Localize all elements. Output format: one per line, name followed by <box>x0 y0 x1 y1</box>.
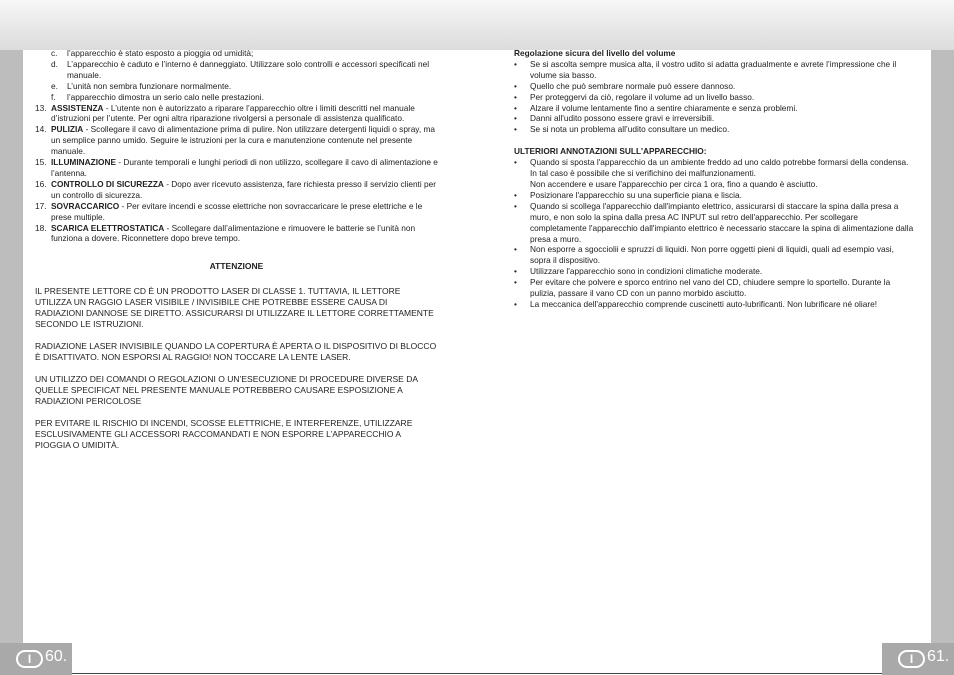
sub-item-text: L’apparecchio è caduto e l’interno è danneggiato. Utilizzare solo controlli e accessori specificati nel manuale. <box>67 58 430 80</box>
bullet-marker: • <box>514 200 517 211</box>
bullet-marker: • <box>514 244 517 255</box>
numbered-item-label: 14. <box>35 124 47 135</box>
left-margin-band <box>0 50 23 675</box>
bullet-marker: • <box>514 58 517 69</box>
sub-item-text: l’apparecchio è stato esposto a pioggia od umidità; <box>67 48 254 58</box>
list-item-text: Se si ascolta sempre musica alta, il vostro udito si adatta gradualmente e avrete l’impressione che il volume sia basso. <box>530 58 897 80</box>
numbered-item-text: - Scollegare il cavo di alimentazione prima di pulire. Non utilizzare detergenti liquidi o spray, ma un semplice panno umido. Seguire le istruzioni per la cura e manutenzione contenute nel presente manuale. <box>51 124 435 157</box>
numbered-item-label: 17. <box>35 200 47 211</box>
numbered-item-text: - Durante temporali e lunghi periodi di non utilizzo, scollegare il cavo di alimentazione e l’antenna. <box>51 157 438 178</box>
numbered-item-text: - Scollegare dall’alimentazione e rimuovere le batterie se l’unità non funziona a dovere. Riconnettere dopo breve tempo. <box>51 222 416 244</box>
bullet-marker: • <box>514 157 517 168</box>
numbered-item-label: 13. <box>35 102 47 113</box>
sub-item-label: c. <box>51 48 58 58</box>
left-page-column <box>35 48 438 462</box>
sub-item <box>35 81 438 92</box>
sub-item-text: L’unità non sembra funzionare normalmente. <box>67 80 232 91</box>
numbered-item-title: SOVRACCARICO <box>51 200 120 211</box>
list-item <box>514 190 914 201</box>
numbered-item <box>35 124 438 157</box>
list-item <box>514 157 914 190</box>
notes-bullet-list <box>514 157 914 310</box>
list-item-text: Per evitare che polvere e sporco entrino nel vano del CD, chiudere sempre lo sportello. Durante la pulizia, passare il vano CD con un panno morbido asciutto. <box>530 277 891 299</box>
numbered-item-text: - Per evitare incendi e scosse elettriche non sovraccaricare le prese elettriche e le prese multiple. <box>51 200 423 222</box>
attention-paragraph: PER EVITARE IL RISCHIO DI INCENDI, SCOSSE ELETTRICHE, E INTERFERENZE, UTILIZZARE ESCLUSIVAMENTE GLI ACCESSORI RACCOMANDATI E NON ESPORRE L’APPARECCHIO A PIOGGIA O UMIDITÀ. <box>35 418 413 451</box>
bullet-marker: • <box>514 113 517 124</box>
numbered-item-list <box>35 103 438 245</box>
page-number: 60. <box>45 648 68 665</box>
list-item-text: Quando si sposta l'apparecchio da un ambiente freddo ad uno caldo potrebbe formarsi della condensa. In tal caso è possibile che si verifichino dei malfunzionamenti. Non accendere e usare l'apparecchio per circa 1 ora, fino a quando è asciutto. <box>530 157 909 189</box>
sub-item-label: d. <box>51 58 58 69</box>
volume-bullet-list <box>514 59 914 135</box>
page-number: 61. <box>927 648 950 665</box>
attention-paragraph: IL PRESENTE LETTORE CD È UN PRODOTTO LASER DI CLASSE 1. TUTTAVIA, IL LETTORE UTILIZZA UN RAGGIO LASER VISIBILE / INVISIBILE CHE POTREBBE ESSERE CAUSA DI RADIAZIONI DANNOSE SE DIRETTO. ASSICURARSI DI UTILIZZARE IL LETTORE CORRETTAMENTE SECONDO LE ISTRUZIONI. <box>35 286 434 330</box>
bullet-marker: • <box>514 102 517 113</box>
numbered-item-text: - L’utente non è autorizzato a riparare l’apparecchio oltre i limiti descritti nel manuale d’istruzioni per l’utente. Per ogni altra riparazione rivolgersi a personale di assistenza qualificato. <box>51 102 415 124</box>
numbered-item <box>35 179 438 201</box>
list-item-text: Utilizzare l'apparecchio sono in condizioni climatiche moderate. <box>530 266 763 277</box>
sub-item <box>35 48 438 59</box>
footer-rule <box>70 673 884 674</box>
bullet-marker: • <box>514 91 517 102</box>
language-badge: I <box>16 650 43 668</box>
notes-section-title: ULTERIORI ANNOTAZIONI SULL'APPARECCHIO: <box>514 146 707 157</box>
numbered-item-label: 18. <box>35 222 47 233</box>
list-item <box>514 299 914 310</box>
page-number-box-right <box>882 643 954 675</box>
sub-item-label: e. <box>51 80 58 91</box>
page-number-box-left <box>0 643 72 675</box>
list-item <box>514 124 914 135</box>
numbered-item-title: ILLUMINAZIONE <box>51 157 116 168</box>
list-item <box>514 113 914 124</box>
list-item-text: Se si nota un problema all’udito consultare un medico. <box>530 124 730 135</box>
list-item-text: La meccanica dell'apparecchio comprende cuscinetti auto-lubrificanti. Non lubrificare né oliare! <box>530 298 878 309</box>
list-item-text: Per proteggervi da ciò, regolare il volume ad un livello basso. <box>530 91 755 102</box>
list-item-text: Quando si scollega l'apparecchio dall'impianto elettrico, assicurarsi di staccare la spina dalla presa a muro, e non solo la spina dalla presa AC INPUT sul retro dell'apparecchio. Per scollegare completamente l'apparecchio dall'impianto elettrico è necessario staccare la spina di alimentazione dalla presa a muro. <box>530 200 914 244</box>
sub-item-label: f. <box>51 91 56 102</box>
sub-item-text: l’apparecchio dimostra un serio calo nelle prestazioni. <box>67 91 264 102</box>
sub-item-list <box>35 48 438 103</box>
list-item-text: Posizionare l'apparecchio su una superficie piana e liscia. <box>530 189 742 200</box>
list-item <box>514 59 914 81</box>
header-band <box>0 0 954 50</box>
numbered-item-title: PULIZIA <box>51 124 84 135</box>
volume-section-title: Regolazione sicura del livello del volume <box>514 48 676 58</box>
numbered-item <box>35 223 438 245</box>
list-item <box>514 81 914 92</box>
list-item-text: Alzare il volume lentamente fino a sentire chiaramente e senza problemi. <box>530 102 798 113</box>
list-item <box>514 201 914 245</box>
list-item-text: Quello che può sembrare normale può essere dannoso. <box>530 80 736 91</box>
bullet-marker: • <box>514 124 517 135</box>
bullet-marker: • <box>514 80 517 91</box>
numbered-item-label: 15. <box>35 157 47 168</box>
list-item <box>514 92 914 103</box>
list-item-text: Danni all'udito possono essere gravi e irreversibili. <box>530 113 715 124</box>
attention-paragraph: RADIAZIONE LASER INVISIBILE QUANDO LA COPERTURA È APERTA O IL DISPOSITIVO DI BLOCCO È DISATTIVATO. NON ESPORSI AL RAGGIO! NON TOCCARE LA LENTE LASER. <box>35 341 437 363</box>
list-item-text: Non esporre a sgocciolii e spruzzi di liquidi. Non porre oggetti pieni di liquidi, quali ad esempio vasi, sopra il dispositivo. <box>530 244 894 266</box>
sub-item <box>35 59 438 81</box>
sub-item <box>35 92 438 103</box>
list-item <box>514 244 914 266</box>
attention-heading: ATTENZIONE <box>209 261 264 272</box>
numbered-item <box>35 103 438 125</box>
bullet-marker: • <box>514 277 517 288</box>
numbered-item-text: - Dopo aver ricevuto assistenza, fare richiesta presso il servizio clienti per un controllo di sicurezza. <box>51 178 437 200</box>
numbered-item-title: CONTROLLO DI SICUREZZA <box>51 178 164 189</box>
bullet-marker: • <box>514 189 517 200</box>
numbered-item-title: SCARICA ELETTROSTATICA <box>51 222 165 233</box>
right-margin-band <box>931 50 954 675</box>
numbered-item-title: ASSISTENZA <box>51 102 104 113</box>
list-item <box>514 277 914 299</box>
numbered-item <box>35 201 438 223</box>
bullet-marker: • <box>514 266 517 277</box>
attention-paragraph: UN UTILIZZO DEI COMANDI O REGOLAZIONI O UN’ESECUZIONE DI PROCEDURE DIVERSE DA QUELLE SPECIFICAT NEL PRESENTE MANUALE POTREBBERO CAUSARE ESPOSIZIONE A RADIAZIONI PERICOLOSE <box>35 374 418 407</box>
numbered-item-label: 16. <box>35 178 47 189</box>
bullet-marker: • <box>514 298 517 309</box>
language-badge: I <box>898 650 925 668</box>
list-item <box>514 103 914 114</box>
list-item <box>514 266 914 277</box>
numbered-item <box>35 157 438 179</box>
right-page-column <box>514 48 914 310</box>
